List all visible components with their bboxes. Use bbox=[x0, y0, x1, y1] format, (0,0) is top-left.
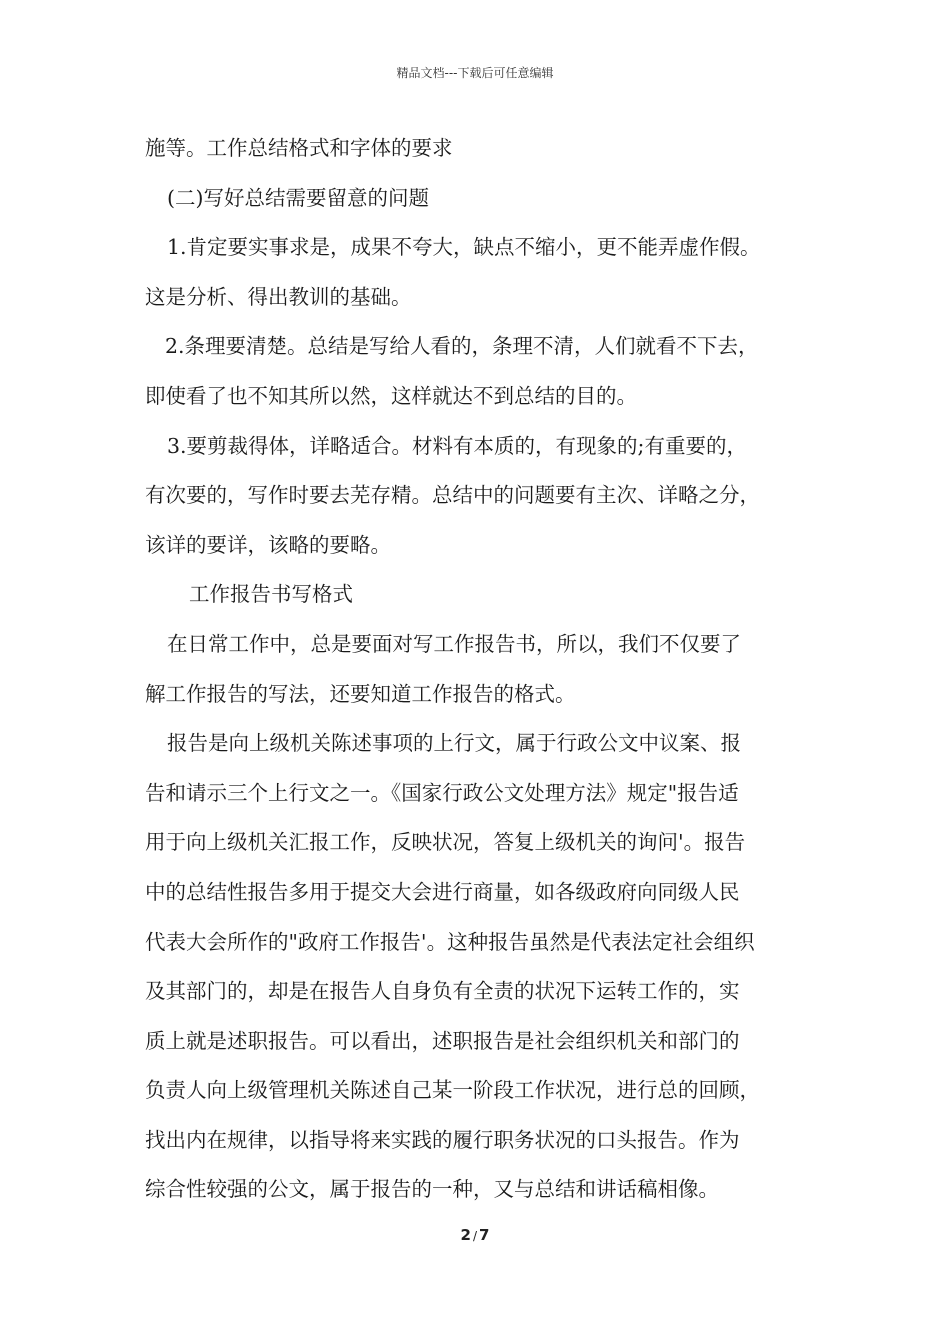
text-line: 报告是向上级机关陈述事项的上行文，属于行政公文中议案、报 bbox=[167, 731, 741, 756]
text-line: 有次要的，写作时要去芜存精。总结中的问题要有主次、详略之分， bbox=[145, 483, 760, 508]
text-line: 这是分析、得出教训的基础。 bbox=[145, 284, 412, 309]
text-line: 1.肯定要实事求是，成果不夸大，缺点不缩小，更不能弄虚作假。 bbox=[167, 235, 761, 260]
text-line: 即使看了也不知其所以然，这样就达不到总结的目的。 bbox=[145, 383, 637, 408]
text-line: 找出内在规律，以指导将来实践的履行职务状况的口头报告。作为 bbox=[145, 1127, 740, 1152]
page-header: 精品文档---下载后可任意编辑 bbox=[396, 66, 554, 80]
text-line: 工作报告书写格式 bbox=[189, 582, 353, 607]
text-line: 2.条理要清楚。总结是写给人看的，条理不清，人们就看不下去， bbox=[165, 334, 759, 359]
text-line: 用于向上级机关汇报工作，反映状况，答复上级机关的询问'。报告 bbox=[145, 830, 746, 855]
text-line: 及其部门的，却是在报告人自身负有全责的状况下运转工作的，实 bbox=[145, 979, 740, 1004]
text-line: 施等。工作总结格式和字体的要求 bbox=[145, 136, 453, 160]
document-body bbox=[145, 124, 825, 1215]
text-line: 代表大会所作的"政府工作报告'。这种报告虽然是代表法定社会组织 bbox=[145, 929, 755, 954]
text-line: 解工作报告的写法，还要知道工作报告的格式。 bbox=[145, 681, 576, 706]
text-line: (二)写好总结需要留意的问题 bbox=[167, 185, 429, 210]
text-line: 质上就是述职报告。可以看出，述职报告是社会组织机关和部门的 bbox=[145, 1028, 740, 1053]
text-line: 告和请示三个上行文之一。《国家行政公文处理方法》规定"报告适 bbox=[145, 780, 739, 805]
page-separator: / bbox=[472, 1229, 478, 1243]
page-current: 2 bbox=[460, 1226, 471, 1244]
text-line: 中的总结性报告多用于提交大会进行商量，如各级政府向同级人民 bbox=[145, 879, 740, 904]
text-line: 负责人向上级管理机关陈述自己某一阶段工作状况，进行总的回顾， bbox=[145, 1078, 760, 1103]
text-line: 3.要剪裁得体，详略适合。材料有本质的，有现象的;有重要的， bbox=[167, 433, 747, 458]
text-line: 综合性较强的公文，属于报告的一种，又与总结和讲话稿相像。 bbox=[145, 1177, 719, 1202]
page-total: 7 bbox=[479, 1226, 490, 1244]
text-line: 在日常工作中，总是要面对写工作报告书，所以，我们不仅要了 bbox=[167, 631, 741, 656]
page-number bbox=[0, 1226, 950, 1244]
text-line: 该详的要详，该略的要略。 bbox=[145, 532, 391, 557]
